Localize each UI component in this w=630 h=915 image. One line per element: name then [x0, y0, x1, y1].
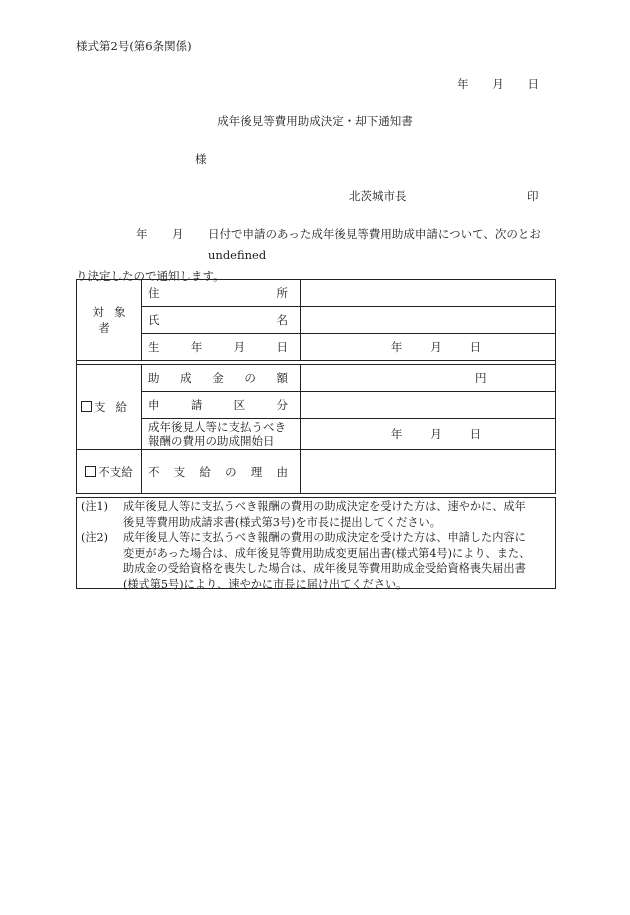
- application-type-value-cell[interactable]: [301, 392, 556, 419]
- note-2-line-3: 助成金の受給資格を喪失した場合は、成年後見等費用助成金受給資格喪失届出書: [123, 562, 526, 575]
- date-line: [457, 76, 539, 92]
- grant-start-label-2: 報酬の費用の助成開始日: [148, 434, 275, 448]
- note-2-line-4: (様式第5号)により、速やかに市長に届け出てください。: [123, 577, 408, 591]
- note-1-line-2: 後見等費用助成請求書(様式第3号)を市長に提出してください。: [123, 515, 441, 529]
- note-1: [81, 499, 551, 530]
- non-payment-group-label: 不支給: [98, 464, 133, 479]
- non-payment-reason-value-cell[interactable]: [301, 450, 556, 494]
- name-value-cell[interactable]: [301, 307, 556, 334]
- body-line-1: [76, 224, 556, 266]
- date-month-label: 月: [492, 77, 504, 91]
- note-2: [81, 530, 551, 592]
- decision-table: [76, 279, 556, 494]
- note-2-line-2: 変更があった場合は、成年後見等費用助成変更届出書(様式第4号)により、また、: [123, 546, 531, 560]
- address-label-cell: 住 所: [142, 280, 301, 307]
- non-payment-group-cell: [77, 450, 142, 494]
- seal-mark: 印: [527, 189, 539, 203]
- note-2-tag: (注2): [81, 531, 109, 544]
- body-month-label: 月: [172, 227, 184, 241]
- subject-group-label: 対象者: [92, 305, 136, 335]
- name-label: 氏: [148, 313, 160, 327]
- start-month-label: 月: [430, 427, 442, 441]
- grant-start-label-cell: [142, 419, 301, 450]
- payment-group-label: 支給: [94, 400, 137, 414]
- birthdate-label-cell: 生 年 月 日: [142, 334, 301, 361]
- body-line-1-text: 日付で申請のあった成年後見等費用助成申請について、次のとおundefined: [208, 227, 541, 262]
- birth-year-label: 年: [390, 340, 403, 354]
- payment-checkbox[interactable]: [81, 401, 92, 412]
- grant-amount-value-cell[interactable]: [301, 365, 556, 392]
- yen-unit: 円: [475, 371, 487, 385]
- date-year-label: 年: [457, 77, 469, 91]
- name-label-cell: 氏 名: [142, 307, 301, 334]
- subject-group-cell: [77, 280, 142, 361]
- grant-start-label-1: 成年後見人等に支払うべき: [148, 420, 286, 434]
- note-1-tag: (注1): [81, 500, 109, 513]
- note-1-line-1: 成年後見人等に支払うべき報酬の費用の助成決定を受けた方は、速やかに、成年: [123, 500, 526, 513]
- non-payment-checkbox[interactable]: [85, 466, 96, 477]
- start-day-label: 日: [469, 427, 482, 441]
- address-value-cell[interactable]: [301, 280, 556, 307]
- body-year-label: 年: [136, 227, 148, 241]
- body-line-2: り決定したので通知します。: [76, 269, 225, 283]
- note-2-line-1: 成年後見人等に支払うべき報酬の費用の助成決定を受けた方は、申請した内容に: [123, 531, 526, 544]
- address-label: 住: [148, 286, 160, 300]
- date-day-label: 日: [527, 77, 539, 91]
- grant-amount-label-cell: 助 成 金 の 額: [142, 365, 301, 392]
- issuer-name: 北茨城市長: [349, 189, 407, 203]
- body-text: [76, 224, 556, 287]
- notes-box: [76, 497, 556, 589]
- payment-group-cell: [77, 365, 142, 450]
- birth-month-label: 月: [430, 340, 442, 354]
- recipient-suffix: 様: [195, 152, 207, 166]
- non-payment-reason-label-cell: 不 支 給 の 理 由: [142, 450, 301, 494]
- start-year-label: 年: [390, 427, 403, 441]
- form-id: 様式第2号(第6条関係): [76, 39, 192, 53]
- birthdate-value-cell[interactable]: [301, 334, 556, 361]
- document-title: 成年後見等費用助成決定・却下通知書: [217, 114, 413, 128]
- application-type-label-cell: 申 請 区 分: [142, 392, 301, 419]
- grant-start-value-cell[interactable]: [301, 419, 556, 450]
- birth-day-label: 日: [469, 340, 482, 354]
